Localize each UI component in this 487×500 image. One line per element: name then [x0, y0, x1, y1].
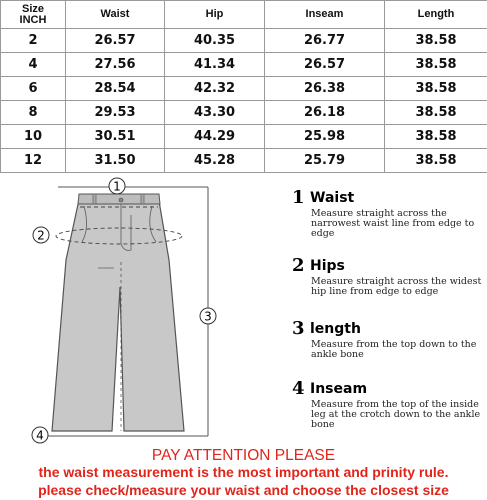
table-row: [1, 125, 487, 149]
guide-description: Measure from the top down to the ankle bone: [311, 339, 477, 360]
guide-title: Waist: [310, 190, 355, 206]
table-header-row: [1, 1, 487, 29]
cell-hip: 43.30: [165, 101, 265, 125]
cell-hip: 45.28: [165, 149, 265, 173]
waist-button-icon: [119, 198, 123, 202]
guide-title: Inseam: [310, 381, 368, 397]
header-size: [1, 1, 66, 29]
marker-1-label: 1: [113, 179, 121, 194]
size-chart-table: [0, 0, 487, 173]
notice-line-1: the waist measurement is the most important and prinity rule.: [38, 464, 449, 480]
cell-inseam: 25.98: [265, 125, 385, 149]
guide-title: Hips: [310, 258, 345, 274]
cell-hip: 42.32: [165, 77, 265, 101]
cell-hip: 40.35: [165, 29, 265, 53]
table-row: [1, 29, 487, 53]
table-row: [1, 53, 487, 77]
marker-3: [200, 308, 216, 324]
cell-size: 12: [1, 149, 66, 173]
cell-inseam: 26.18: [265, 101, 385, 125]
guide-description: Measure straight across the narrowest waist line from edge to edge: [311, 208, 475, 239]
belt-loop: [141, 194, 144, 204]
cell-inseam: 26.77: [265, 29, 385, 53]
cell-length: 38.58: [385, 53, 487, 77]
cell-inseam: 26.57: [265, 53, 385, 77]
guide-number: 4: [292, 378, 305, 399]
marker-4-label: 4: [36, 428, 44, 443]
marker-2: [33, 227, 49, 243]
cell-hip: 41.34: [165, 53, 265, 77]
header-size-line2: INCH: [19, 13, 47, 26]
cell-length: 38.58: [385, 125, 487, 149]
header-hip: Hip: [165, 1, 265, 29]
marker-4: [32, 427, 48, 443]
header-size-line1: Size: [21, 2, 44, 15]
marker-3-label: 3: [204, 309, 212, 324]
header-inseam: Inseam: [265, 1, 385, 29]
guide-description: Measure from the top of the inside leg at the crotch down to the ankle bone: [311, 399, 481, 430]
cell-waist: 30.51: [66, 125, 165, 149]
guide-number: 1: [292, 187, 305, 208]
guide-title: length: [310, 321, 361, 337]
guide-description: Measure straight across the widest hip line from edge to edge: [311, 276, 482, 297]
cell-waist: 26.57: [66, 29, 165, 53]
pants-measurement-diagram: [0, 172, 280, 447]
notice-heading: PAY ATTENTION PLEASE: [151, 447, 336, 464]
cell-hip: 44.29: [165, 125, 265, 149]
notice-line-2: please check/measure your waist and choose the closest size: [38, 482, 449, 498]
marker-2-label: 2: [37, 228, 45, 243]
cell-length: 38.58: [385, 77, 487, 101]
cell-length: 38.58: [385, 149, 487, 173]
guide-number: 2: [292, 255, 305, 276]
marker-1: [109, 178, 125, 194]
cell-length: 38.58: [385, 29, 487, 53]
cell-waist: 31.50: [66, 149, 165, 173]
cell-size: 10: [1, 125, 66, 149]
table-row: [1, 77, 487, 101]
cell-waist: 28.54: [66, 77, 165, 101]
guide-number: 3: [292, 318, 305, 339]
header-waist: Waist: [66, 1, 165, 29]
cell-size: 6: [1, 77, 66, 101]
cell-size: 2: [1, 29, 66, 53]
cell-size: 8: [1, 101, 66, 125]
cell-inseam: 25.79: [265, 149, 385, 173]
cell-length: 38.58: [385, 101, 487, 125]
cell-waist: 27.56: [66, 53, 165, 77]
cell-waist: 29.53: [66, 101, 165, 125]
table-row: [1, 101, 487, 125]
belt-loop: [93, 194, 96, 204]
header-length: Length: [385, 1, 487, 29]
cell-inseam: 26.38: [265, 77, 385, 101]
cell-size: 4: [1, 53, 66, 77]
table-row: [1, 149, 487, 173]
